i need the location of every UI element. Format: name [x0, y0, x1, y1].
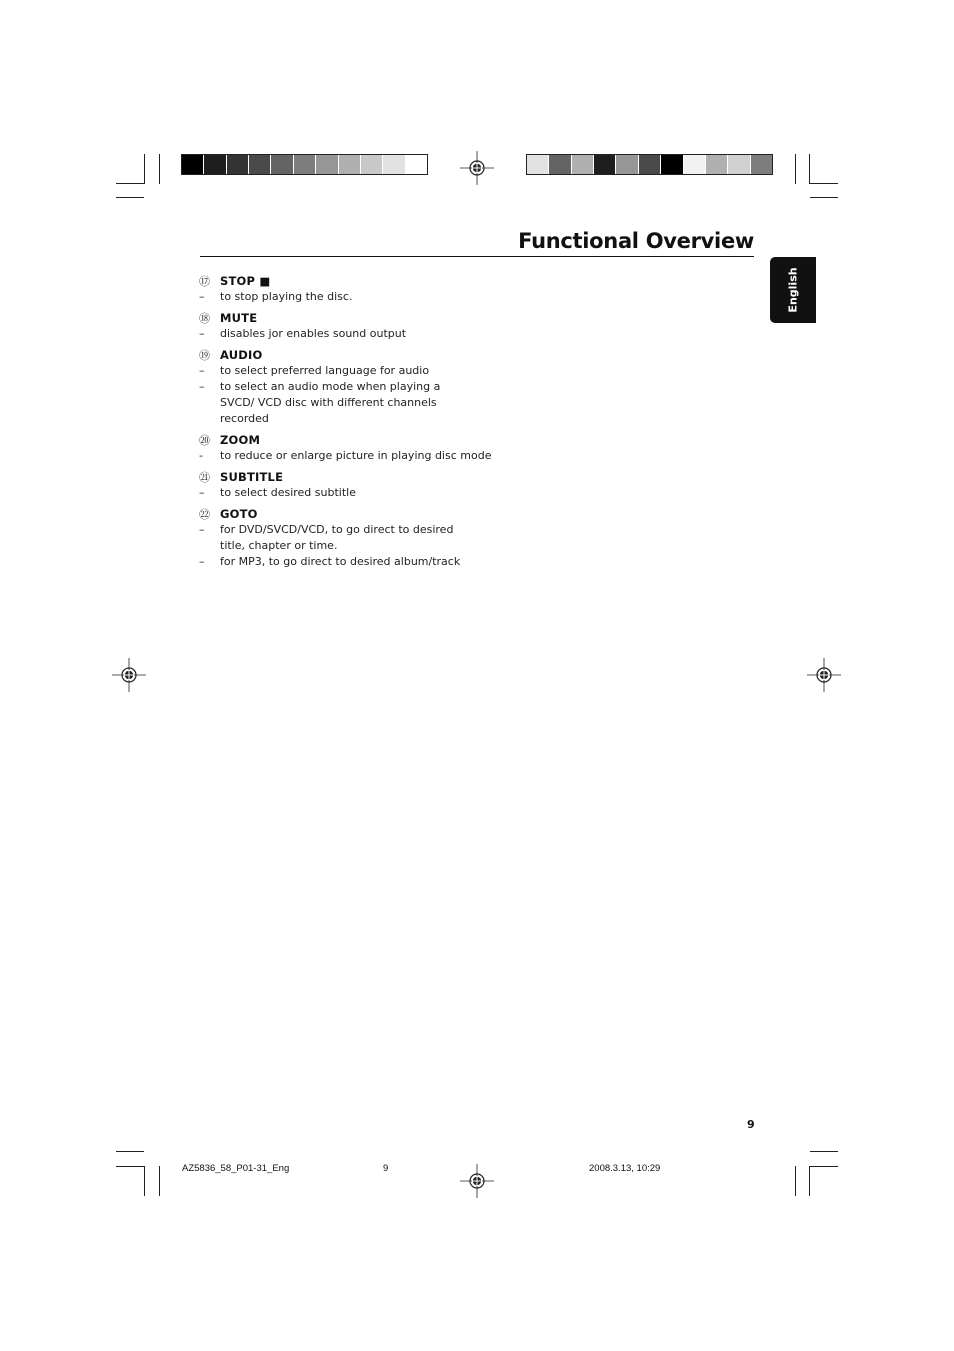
feature-number: ⑳: [199, 433, 210, 447]
crop-mark: [116, 1151, 144, 1152]
crop-mark: [144, 154, 145, 184]
color-swatch: [294, 155, 316, 174]
feature-description: for MP3, to go direct to desired album/track: [220, 555, 461, 568]
feature-label: AUDIO: [220, 347, 263, 362]
crop-mark: [810, 183, 838, 184]
color-calibration-bar-right: [526, 154, 773, 175]
feature-label: ZOOM: [220, 432, 261, 447]
feature-section-zoom: [199, 431, 499, 464]
color-swatch: [182, 155, 204, 174]
feature-description: to select preferred language for audio: [220, 364, 430, 377]
feature-label: SUBTITLE: [220, 469, 284, 484]
bullet-dash: –: [199, 380, 205, 393]
crop-mark: [116, 197, 144, 198]
color-swatch: [728, 155, 750, 174]
list-item: [199, 363, 499, 379]
feature-section-subtitle: [199, 468, 499, 501]
crop-mark: [144, 1166, 145, 1196]
feature-description: to reduce or enlarge picture in playing disc mode: [220, 449, 492, 462]
feature-description: to stop playing the disc.: [220, 290, 353, 303]
color-swatch: [639, 155, 661, 174]
list-item: [199, 289, 499, 305]
feature-number: ⑲: [199, 348, 210, 362]
feature-description: for DVD/SVCD/VCD, to go direct to desired title, chapter or time.: [220, 523, 454, 552]
feature-label: GOTO: [220, 506, 258, 521]
language-tab: [770, 257, 816, 323]
color-swatch: [204, 155, 226, 174]
feature-description: to select desired subtitle: [220, 486, 356, 499]
list-item: [199, 379, 499, 427]
title-rule: [200, 256, 754, 257]
list-item: [199, 485, 499, 501]
color-swatch: [527, 155, 549, 174]
color-swatch: [361, 155, 383, 174]
bullet-dash: -: [199, 449, 203, 462]
feature-number: ⑱: [199, 311, 210, 325]
feature-label: MUTE: [220, 310, 258, 325]
crop-mark: [116, 183, 144, 184]
registration-mark-icon: [460, 151, 494, 185]
feature-section-mute: [199, 309, 499, 342]
color-swatch: [751, 155, 772, 174]
feature-heading: [199, 309, 499, 326]
crop-mark: [116, 1166, 144, 1167]
list-item: [199, 554, 499, 570]
crop-mark: [159, 154, 160, 184]
feature-list: [199, 272, 499, 570]
feature-description: to select an audio mode when playing a SVCD/ VCD disc with different channels recorded: [220, 380, 441, 425]
crop-mark: [809, 154, 810, 184]
color-swatch: [616, 155, 638, 174]
language-tab-label: English: [786, 267, 800, 313]
footer-file-name: AZ5836_58_P01-31_Eng: [182, 1163, 290, 1174]
feature-label: STOP ■: [220, 273, 271, 288]
feature-number: ⑰: [199, 274, 210, 288]
registration-mark-icon: [460, 1164, 494, 1198]
crop-mark: [795, 1166, 796, 1196]
color-swatch: [594, 155, 616, 174]
bullet-dash: –: [199, 364, 205, 377]
feature-heading: [199, 272, 499, 289]
crop-mark: [810, 1151, 838, 1152]
feature-section-goto: [199, 505, 499, 570]
color-swatch: [406, 155, 427, 174]
bullet-dash: –: [199, 327, 205, 340]
bullet-dash: –: [199, 523, 205, 536]
registration-mark-icon: [112, 658, 146, 692]
crop-mark: [810, 1166, 838, 1167]
color-swatch: [706, 155, 728, 174]
bullet-dash: –: [199, 486, 205, 499]
list-item: [199, 522, 499, 554]
color-swatch: [383, 155, 405, 174]
color-calibration-bar-left: [181, 154, 428, 175]
page-number: 9: [747, 1118, 755, 1131]
crop-mark: [810, 197, 838, 198]
color-swatch: [661, 155, 683, 174]
color-swatch: [227, 155, 249, 174]
registration-mark-icon: [807, 658, 841, 692]
feature-description: disables jor enables sound output: [220, 327, 407, 340]
color-swatch: [572, 155, 594, 174]
feature-heading: [199, 346, 499, 363]
feature-number: ㉑: [199, 470, 210, 484]
page-title: Functional Overview: [518, 229, 754, 253]
feature-heading: [199, 431, 499, 448]
color-swatch: [316, 155, 338, 174]
list-item: [199, 326, 499, 342]
feature-heading: [199, 505, 499, 522]
bullet-dash: –: [199, 290, 205, 303]
crop-mark: [159, 1166, 160, 1196]
color-swatch: [339, 155, 361, 174]
feature-section-stop: [199, 272, 499, 305]
color-swatch: [249, 155, 271, 174]
color-swatch: [684, 155, 706, 174]
color-swatch: [549, 155, 571, 174]
footer-timestamp: 2008.3.13, 10:29: [589, 1163, 661, 1174]
color-swatch: [271, 155, 293, 174]
feature-section-audio: [199, 346, 499, 427]
crop-mark: [795, 154, 796, 184]
crop-mark: [809, 1166, 810, 1196]
feature-heading: [199, 468, 499, 485]
bullet-dash: –: [199, 555, 205, 568]
list-item: [199, 448, 499, 464]
feature-number: ㉒: [199, 507, 210, 521]
footer-page: 9: [383, 1163, 389, 1174]
